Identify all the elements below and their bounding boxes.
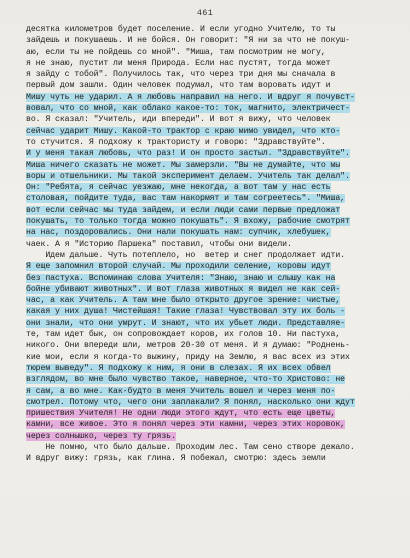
text-line-highlighted: взглядом, во мне было чувство такое, наверное, что-то Христово: не	[26, 375, 345, 385]
text-line-highlighted: час, а как Учитель. А там мне было открыто другое зрение: чистые,	[26, 296, 341, 306]
text-line-highlighted: смотрел. Потому что, чего они заплакали? Я понял, насколько они ждут	[26, 397, 355, 407]
text-line: И вдруг вижу: грязь, как глина. Я побежал, смотрю: здесь земли	[26, 454, 326, 464]
text-line-highlighted: вот если сейчас мы туда зайдем, и если люди сами первые предложат	[26, 205, 341, 215]
text-line: во. Я сказал: "Учитель, иди впереди". И вот я вижу, что человек	[26, 115, 331, 125]
text-line-highlighted: Я еще запомнил второй случай. Мы проходили селение, коровы идут	[26, 262, 331, 272]
text-line-highlighted-pink: через солнышко, через ту грязь.	[26, 431, 176, 441]
text-line-highlighted: вовал, что со мной, как облако какое-то: ток, магнито, электричест-	[26, 104, 350, 114]
text-line: никого. Они впереди шли, метров 20-30 от меня. И я думаю: "Роднень-	[26, 341, 350, 351]
text-line: зайдешь и покушаешь. И не бойся. Он говорит: "Я ни за что не покуш-	[26, 36, 350, 46]
text-line-highlighted: я сам, а во мне. Как-будто в меня Учитель вошел и через меня по-	[26, 386, 336, 396]
text-line-highlighted: Миша ничего сказать не может. Мы замерзли. "Вы не думайте, что мы	[26, 160, 341, 170]
text-line-highlighted: покушать, то только тогда можно покушать". Я вхожу, рабочие смотрят	[26, 217, 350, 227]
text-line: Не помню, что было дальше. Проходим лес. Там сено створе дежало.	[26, 442, 355, 452]
text-line-highlighted: без пастуха. Вспоминаю слова Учителя: "Знаю, знаю и слышу как на	[26, 273, 336, 283]
text-line-highlighted: бойне убивают животных". И вот глаза животных я видел не как сей-	[26, 284, 341, 294]
text-line-highlighted: тюрем выведу". Я подхожу к ним, я они в слезах. Я их всех обвел	[26, 363, 331, 373]
text-line: аю, если ты не пойдешь со мной". "Миша, там посмотрим не могу,	[26, 47, 326, 57]
text-line: десятка километров будет поселение. И если угодно Учителю, то ты	[26, 25, 336, 34]
page-number: 461	[196, 8, 214, 18]
text-line-highlighted: И у меня такая любовь, что раз! И он просто застыл. "Здравствуйте".	[26, 149, 350, 159]
text-line-highlighted: столовая, пойдите туда, вас там накормят и там согреетесь". "Миша,	[26, 194, 345, 204]
text-line-highlighted: на нас, поздоровались. Они нали покушать нам: супчик, хлебушек,	[26, 228, 331, 238]
text-line: я не знаю, пустит ли меня Природа. Если нас пустят, тогда может	[26, 58, 331, 68]
text-line: первый дом зашли. Один человек подумал, что там воровать идут и	[26, 81, 331, 91]
text-line: кие мои, если я когда-то выжину, приду на Землю, я вас всех из этих	[26, 352, 350, 362]
text-line: я зайду с тобой". Получилось так, что через три дня мы сначала в	[26, 70, 336, 80]
text-line: то стучится. Я подхожу к трактористу и говорю: "Здравствуйте".	[26, 137, 326, 147]
text-line-highlighted: какая у них душа! Чистейшая! Такие глаза! Чувствовал эту их боль -	[26, 307, 345, 317]
text-line-highlighted: Он: "Ребята, я сейчас уезжаю, мне некогда, а вот там у нас есть	[26, 183, 331, 193]
text-line-highlighted-pink: камни, все живое. Это я понял через эти камни, через этих коровок,	[26, 420, 345, 430]
text-line-highlighted: воры и отшельники. Мы такой эксперимент делаем. Учитель так делал".	[26, 171, 350, 181]
text-line-highlighted: сейчас ударит Мишу. Какой-то трактор с краю мимо увидел, что кто-	[26, 126, 341, 136]
text-line-highlighted-pink: пришествия Учителя! Не одни люди этого ждут, что есть еще цветы,	[26, 409, 336, 419]
text-line: чаек. А я "Историю Паршека" поставил, чтобы они видели.	[26, 239, 292, 249]
text-line: те, там идет бык, он сопровождает коров, их голов 10. Ни пастуха,	[26, 330, 341, 340]
page-text	[26, 24, 396, 465]
text-line: Идем дальше. Чуть потеплело, но ветер и снег продолжает идти.	[26, 250, 345, 260]
text-line-highlighted: Мишу чуть не ударил. А я любовь направил на него. И вдруг я почувст-	[26, 92, 355, 102]
text-line-highlighted: они знали, что они умрут. И знают, что их убьет люди. Представляе-	[26, 318, 345, 328]
